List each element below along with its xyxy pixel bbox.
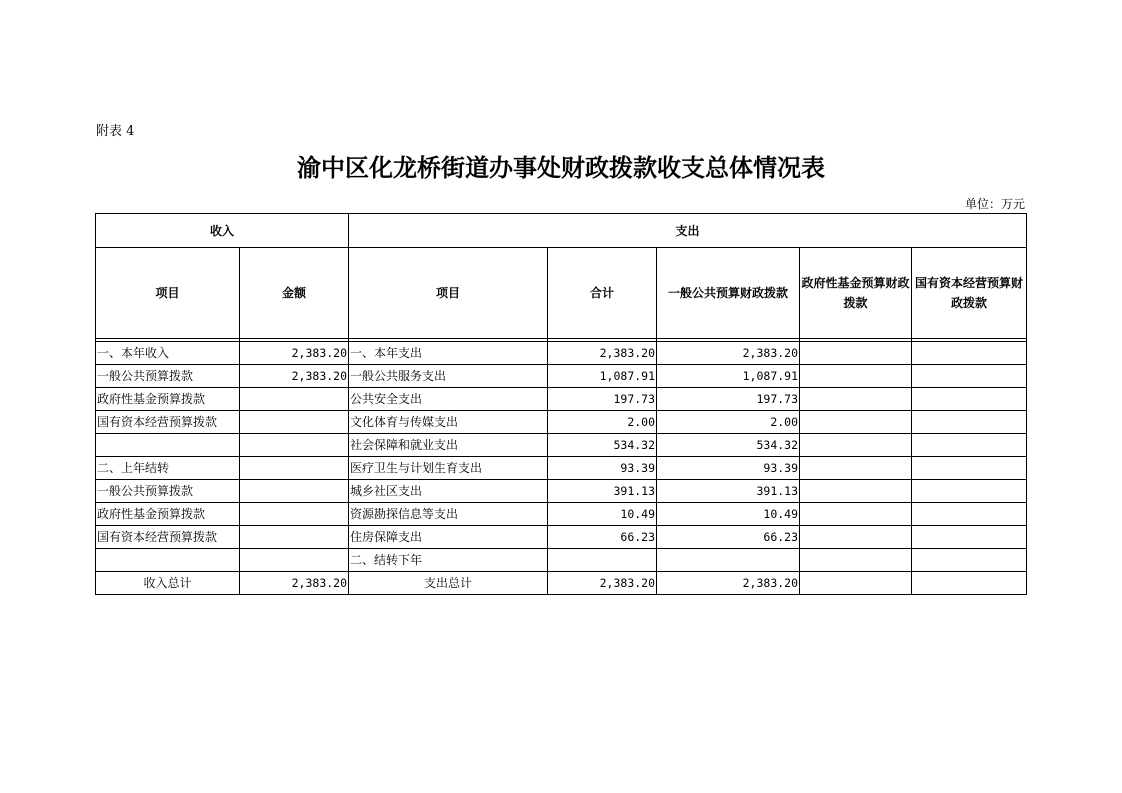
income-amount-cell — [240, 480, 349, 503]
gov-fund-cell — [800, 549, 912, 572]
expense-total-cell: 2.00 — [548, 411, 657, 434]
table-row — [96, 526, 1027, 549]
expense-item-cell: 二、结转下年 — [349, 549, 548, 572]
income-amount-cell — [240, 503, 349, 526]
expense-total-cell — [548, 549, 657, 572]
income-item-cell: 二、上年结转 — [96, 457, 240, 480]
gov-fund-total — [800, 572, 912, 595]
general-public-cell: 2,383.20 — [657, 342, 800, 365]
expense-item-cell: 公共安全支出 — [349, 388, 548, 411]
budget-table — [95, 213, 1027, 595]
gov-fund-header: 政府性基金预算财政拨款 — [800, 248, 912, 339]
expense-total-cell: 10.49 — [548, 503, 657, 526]
general-public-cell: 93.39 — [657, 457, 800, 480]
income-amount-cell — [240, 411, 349, 434]
income-header: 收入 — [96, 214, 349, 248]
income-item-cell: 一般公共预算拨款 — [96, 365, 240, 388]
income-item-cell: 一般公共预算拨款 — [96, 480, 240, 503]
income-amount-cell — [240, 388, 349, 411]
income-amount-cell: 2,383.20 — [240, 365, 349, 388]
gov-fund-cell — [800, 388, 912, 411]
header-row-group — [96, 214, 1027, 248]
state-capital-header: 国有资本经营预算财政拨款 — [912, 248, 1027, 339]
income-amount-header: 金额 — [240, 248, 349, 339]
income-item-cell — [96, 434, 240, 457]
gov-fund-cell — [800, 434, 912, 457]
income-item-cell — [96, 549, 240, 572]
expense-total-label: 支出总计 — [349, 572, 548, 595]
state-capital-total — [912, 572, 1027, 595]
state-capital-cell — [912, 365, 1027, 388]
general-public-cell: 10.49 — [657, 503, 800, 526]
general-public-cell: 2.00 — [657, 411, 800, 434]
table-row — [96, 457, 1027, 480]
gov-fund-cell — [800, 526, 912, 549]
attachment-label: 附表 4 — [96, 124, 135, 139]
expense-total-cell: 66.23 — [548, 526, 657, 549]
page-title: 渝中区化龙桥街道办事处财政拨款收支总体情况表 — [297, 153, 825, 182]
table-row — [96, 503, 1027, 526]
unit-label: 单位：万元 — [964, 197, 1025, 211]
table-row — [96, 549, 1027, 572]
expense-total-header: 合计 — [548, 248, 657, 339]
income-item-cell: 国有资本经营预算拨款 — [96, 411, 240, 434]
income-amount-cell: 2,383.20 — [240, 342, 349, 365]
state-capital-cell — [912, 457, 1027, 480]
income-item-cell: 政府性基金预算拨款 — [96, 503, 240, 526]
state-capital-cell — [912, 480, 1027, 503]
general-public-cell: 1,087.91 — [657, 365, 800, 388]
expense-item-cell: 社会保障和就业支出 — [349, 434, 548, 457]
income-item-cell: 政府性基金预算拨款 — [96, 388, 240, 411]
income-item-cell: 国有资本经营预算拨款 — [96, 526, 240, 549]
general-public-total: 2,383.20 — [657, 572, 800, 595]
expense-total-cell: 1,087.91 — [548, 365, 657, 388]
income-amount-cell — [240, 526, 349, 549]
expense-item-cell: 资源勘探信息等支出 — [349, 503, 548, 526]
state-capital-cell — [912, 549, 1027, 572]
gov-fund-cell — [800, 411, 912, 434]
general-public-header: 一般公共预算财政拨款 — [657, 248, 800, 339]
expense-item-cell: 一、本年支出 — [349, 342, 548, 365]
income-total-amount: 2,383.20 — [240, 572, 349, 595]
state-capital-cell — [912, 434, 1027, 457]
state-capital-cell — [912, 503, 1027, 526]
table-row — [96, 365, 1027, 388]
table-row — [96, 342, 1027, 365]
table-row — [96, 388, 1027, 411]
expense-item-header: 项目 — [349, 248, 548, 339]
income-amount-cell — [240, 434, 349, 457]
general-public-cell — [657, 549, 800, 572]
table-row — [96, 480, 1027, 503]
general-public-cell: 534.32 — [657, 434, 800, 457]
gov-fund-cell — [800, 480, 912, 503]
expense-total-cell: 391.13 — [548, 480, 657, 503]
general-public-cell: 391.13 — [657, 480, 800, 503]
income-item-header: 项目 — [96, 248, 240, 339]
gov-fund-cell — [800, 457, 912, 480]
expense-total-cell: 197.73 — [548, 388, 657, 411]
income-amount-cell — [240, 457, 349, 480]
income-item-cell: 一、本年收入 — [96, 342, 240, 365]
income-total-label: 收入总计 — [96, 572, 240, 595]
general-public-cell: 66.23 — [657, 526, 800, 549]
gov-fund-cell — [800, 365, 912, 388]
table-row — [96, 434, 1027, 457]
expense-total-amount: 2,383.20 — [548, 572, 657, 595]
gov-fund-cell — [800, 342, 912, 365]
header-row-columns — [96, 248, 1027, 339]
expense-total-cell: 2,383.20 — [548, 342, 657, 365]
state-capital-cell — [912, 411, 1027, 434]
totals-row — [96, 572, 1027, 595]
general-public-cell: 197.73 — [657, 388, 800, 411]
expense-header: 支出 — [349, 214, 1027, 248]
gov-fund-cell — [800, 503, 912, 526]
expense-item-cell: 城乡社区支出 — [349, 480, 548, 503]
income-amount-cell — [240, 549, 349, 572]
state-capital-cell — [912, 342, 1027, 365]
expense-item-cell: 住房保障支出 — [349, 526, 548, 549]
table-row — [96, 411, 1027, 434]
expense-item-cell: 文化体育与传媒支出 — [349, 411, 548, 434]
state-capital-cell — [912, 526, 1027, 549]
expense-total-cell: 534.32 — [548, 434, 657, 457]
expense-item-cell: 医疗卫生与计划生育支出 — [349, 457, 548, 480]
expense-total-cell: 93.39 — [548, 457, 657, 480]
state-capital-cell — [912, 388, 1027, 411]
expense-item-cell: 一般公共服务支出 — [349, 365, 548, 388]
